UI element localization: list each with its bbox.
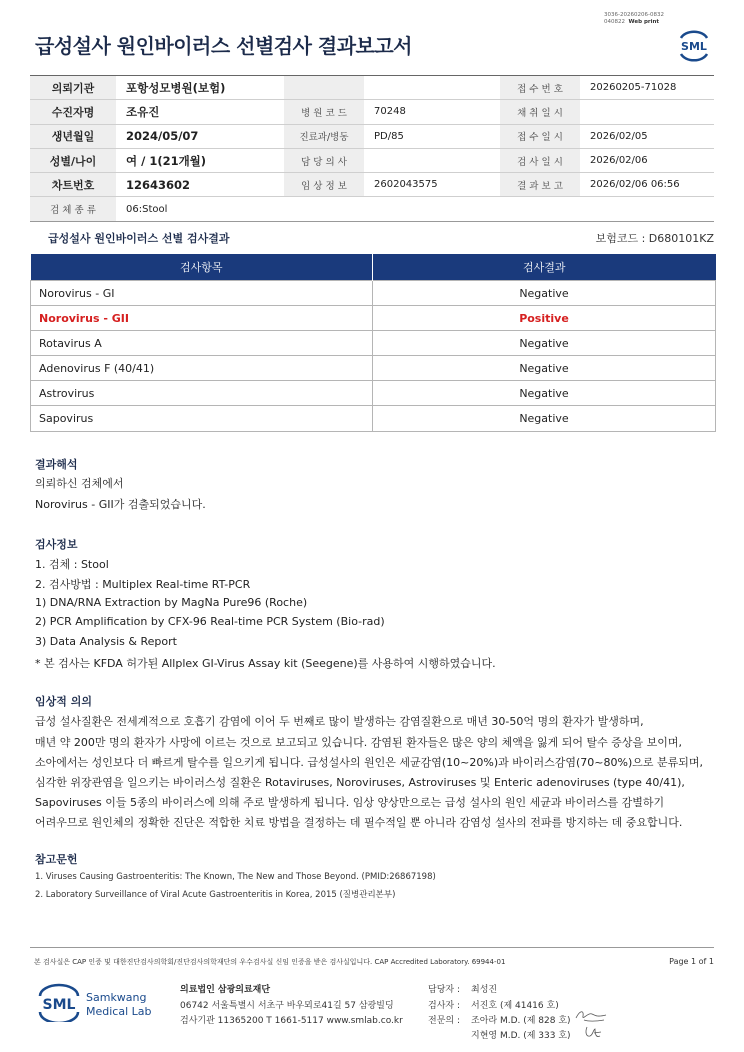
col-header-result: 검사결과 (373, 254, 716, 281)
field-value: 2602043575 (364, 173, 500, 197)
field-label: 진료과/병동 (284, 124, 364, 148)
staff-name: 지현영 M.D. (제 333 호) (471, 1031, 571, 1041)
field-value: 포항성모병원(보험) (116, 76, 284, 100)
accreditation-note: 본 검사실은 CAP 인증 및 대한진단검사의학회/진단검사의학재단의 우수검사실 신임 인증을 받은 검사실입니다. CAP Accredited Laboratory. 69944-01 (34, 958, 506, 966)
test-item: Norovirus - GII (31, 306, 373, 331)
patient-info-body (30, 76, 714, 222)
result-row (31, 406, 716, 431)
col-header-item: 검사항목 (31, 254, 373, 281)
results-body (31, 281, 716, 432)
test-info-line: 2) PCR Amplification by CFX-96 Real-time PCR System (Bio-rad) (35, 615, 385, 628)
field-value: 여 / 1(21개월) (116, 148, 284, 172)
clinical-line: 어려우므로 원인체의 정확한 진단은 적합한 치료 방법을 결정하는 데 필수적일 뿐 아니라 감염성 설사의 전파를 방지하는 데 중요합니다. (35, 816, 683, 829)
reference-item: 2. Laboratory Surveillance of Viral Acute Gastroenteritis in Korea, 2015 (질병관리본부) (35, 890, 396, 900)
patient-info-row (30, 76, 714, 100)
field-label: 담 당 의 사 (284, 148, 364, 172)
staff-role: 검사자 : (428, 1001, 460, 1011)
test-info-title: 검사정보 (35, 538, 78, 551)
results-header-row (31, 254, 716, 281)
clinical-line: Sapoviruses 이들 5종의 바이러스에 의해 주로 발생하게 됩니다. 임상 양상만으로는 급성 설사의 원인 세균과 바이러스를 감별하기 (35, 796, 665, 809)
field-label: 검 사 일 시 (500, 148, 580, 172)
reference-item: 1. Viruses Causing Gastroenteritis: The Known, The New and Those Beyond. (PMID:26867198) (35, 872, 436, 882)
insurance-code: 보험코드 : D680101KZ (595, 232, 714, 245)
test-result: Positive (373, 306, 716, 331)
field-label: 차트번호 (30, 173, 116, 197)
field-value: 20260205-71028 (580, 76, 714, 100)
logo-word-medical-lab: Medical Lab (86, 1005, 152, 1018)
staff-name: 서진호 (제 41416 호) (471, 1001, 559, 1011)
field-label: 성별/나이 (30, 148, 116, 172)
references-title: 참고문헌 (35, 853, 78, 866)
patient-info-row (30, 124, 714, 148)
result-row (31, 381, 716, 406)
patient-info-row (30, 173, 714, 197)
staff-line (428, 998, 559, 1011)
print-code (604, 12, 664, 26)
field-label: 접 수 번 호 (500, 76, 580, 100)
test-result: Negative (373, 281, 716, 306)
specimen-value: 06:Stool (116, 197, 714, 221)
print-label: Web print (628, 19, 660, 25)
test-result: Negative (373, 406, 716, 431)
result-row (31, 356, 716, 381)
field-value (364, 76, 500, 100)
field-label: 생년월일 (30, 124, 116, 148)
test-info-line: 1. 검체 : Stool (35, 558, 109, 571)
clinical-title: 임상적 의의 (35, 695, 92, 708)
field-label (284, 76, 364, 100)
staff-role: 전문의 : (428, 1016, 460, 1026)
test-item: Norovirus - GI (31, 281, 373, 306)
clinical-line: 매년 약 200만 명의 환자가 사망에 이르는 것으로 보고되고 있습니다. 감염된 환자들은 많은 양의 체액을 잃게 되어 탈수 증상을 보이며, (35, 736, 682, 749)
patient-info-row (30, 100, 714, 124)
field-value: 2026/02/06 06:56 (580, 173, 714, 197)
print-code-id: 3036-20260206-0832 (604, 12, 664, 18)
clinical-line: 소아에서는 성인보다 더 빠르게 탈수를 일으키게 됩니다. 급성설사의 원인은 세균감염(10~20%)과 바이러스감염(70~80%)으로 분류되며, (35, 756, 703, 769)
test-item: Rotavirus A (31, 331, 373, 356)
specimen-row (30, 197, 714, 221)
patient-info-table (30, 75, 714, 222)
test-result: Negative (373, 381, 716, 406)
test-result: Negative (373, 356, 716, 381)
staff-name: 최성진 (471, 985, 498, 995)
staff-line (428, 982, 497, 995)
footer-divider (30, 947, 714, 948)
sml-logo-text: SML (681, 40, 707, 53)
clinical-line: 급성 설사질환은 전세계적으로 호흡기 감염에 이어 두 번째로 많이 발생하는 감염질환으로 매년 30-50억 명의 환자가 발생하며, (35, 715, 644, 728)
field-value (580, 100, 714, 124)
field-label: 의뢰기관 (30, 76, 116, 100)
patient-info-row (30, 148, 714, 172)
samkwang-logo-sml: SML (42, 997, 76, 1013)
field-label: 수진자명 (30, 100, 116, 124)
print-code-line (604, 19, 664, 26)
clinical-line: 심각한 위장관염을 일으키는 바이러스성 질환은 Rotaviruses, Noroviruses, Astroviruses 및 Enteric adenoviruses (type 40/41), (35, 776, 685, 789)
samkwang-logo (36, 982, 156, 1022)
test-result: Negative (373, 331, 716, 356)
result-row (31, 306, 716, 331)
result-row (31, 281, 716, 306)
test-info-line: 3) Data Analysis & Report (35, 635, 177, 648)
staff-name: 조아라 M.D. (제 828 호) (471, 1016, 571, 1026)
test-info-line: 1) DNA/RNA Extraction by MagNa Pure96 (Roche) (35, 596, 308, 609)
field-value: 2026/02/05 (580, 124, 714, 148)
field-value: 70248 (364, 100, 500, 124)
staff-line (428, 1028, 571, 1041)
test-item: Astrovirus (31, 381, 373, 406)
field-value: 12643602 (116, 173, 284, 197)
results-section-title: 급성설사 원인바이러스 선별 검사결과 (48, 232, 230, 245)
test-info-line: 2. 검사방법 : Multiplex Real-time RT-PCR (35, 578, 251, 591)
test-item: Sapovirus (31, 406, 373, 431)
specimen-label: 검 체 종 류 (30, 197, 116, 221)
org-address: 06742 서울특별시 서초구 바우뫼로41길 57 삼광빌딩 (180, 1001, 394, 1011)
field-value: 2026/02/06 (580, 148, 714, 172)
field-label: 결 과 보 고 (500, 173, 580, 197)
org-name: 의료법인 삼광의료재단 (180, 985, 271, 995)
test-item: Adenovirus F (40/41) (31, 356, 373, 381)
page-title: 급성설사 원인바이러스 선별검사 결과보고서 (35, 34, 412, 58)
staff-line (428, 1013, 571, 1026)
field-value: PD/85 (364, 124, 500, 148)
field-label: 임 상 정 보 (284, 173, 364, 197)
staff-role: 담당자 : (428, 985, 460, 995)
page-number: Page 1 of 1 (669, 957, 714, 966)
print-code-time: 040822 (604, 19, 625, 25)
signature-1 (574, 1008, 608, 1024)
interpretation-line: Norovirus - GII가 검출되었습니다. (35, 498, 206, 511)
logo-word-samkwang: Samkwang (86, 991, 147, 1004)
field-label: 접 수 일 시 (500, 124, 580, 148)
signature-2 (583, 1024, 603, 1040)
results-table (30, 254, 716, 432)
interpretation-line: 의뢰하신 검체에서 (35, 477, 124, 490)
field-value (364, 148, 500, 172)
result-row (31, 331, 716, 356)
test-info-line: * 본 검사는 KFDA 허가된 Allplex GI-Virus Assay kit (Seegene)를 사용하여 시행하였습니다. (35, 657, 496, 670)
field-value: 조유진 (116, 100, 284, 124)
field-label: 병 원 코 드 (284, 100, 364, 124)
interpretation-title: 결과해석 (35, 458, 78, 471)
org-contact: 검사기관 11365200 T 1661-5117 www.smlab.co.kr (180, 1016, 403, 1026)
field-value: 2024/05/07 (116, 124, 284, 148)
field-label: 채 취 일 시 (500, 100, 580, 124)
sml-logo (673, 24, 715, 64)
